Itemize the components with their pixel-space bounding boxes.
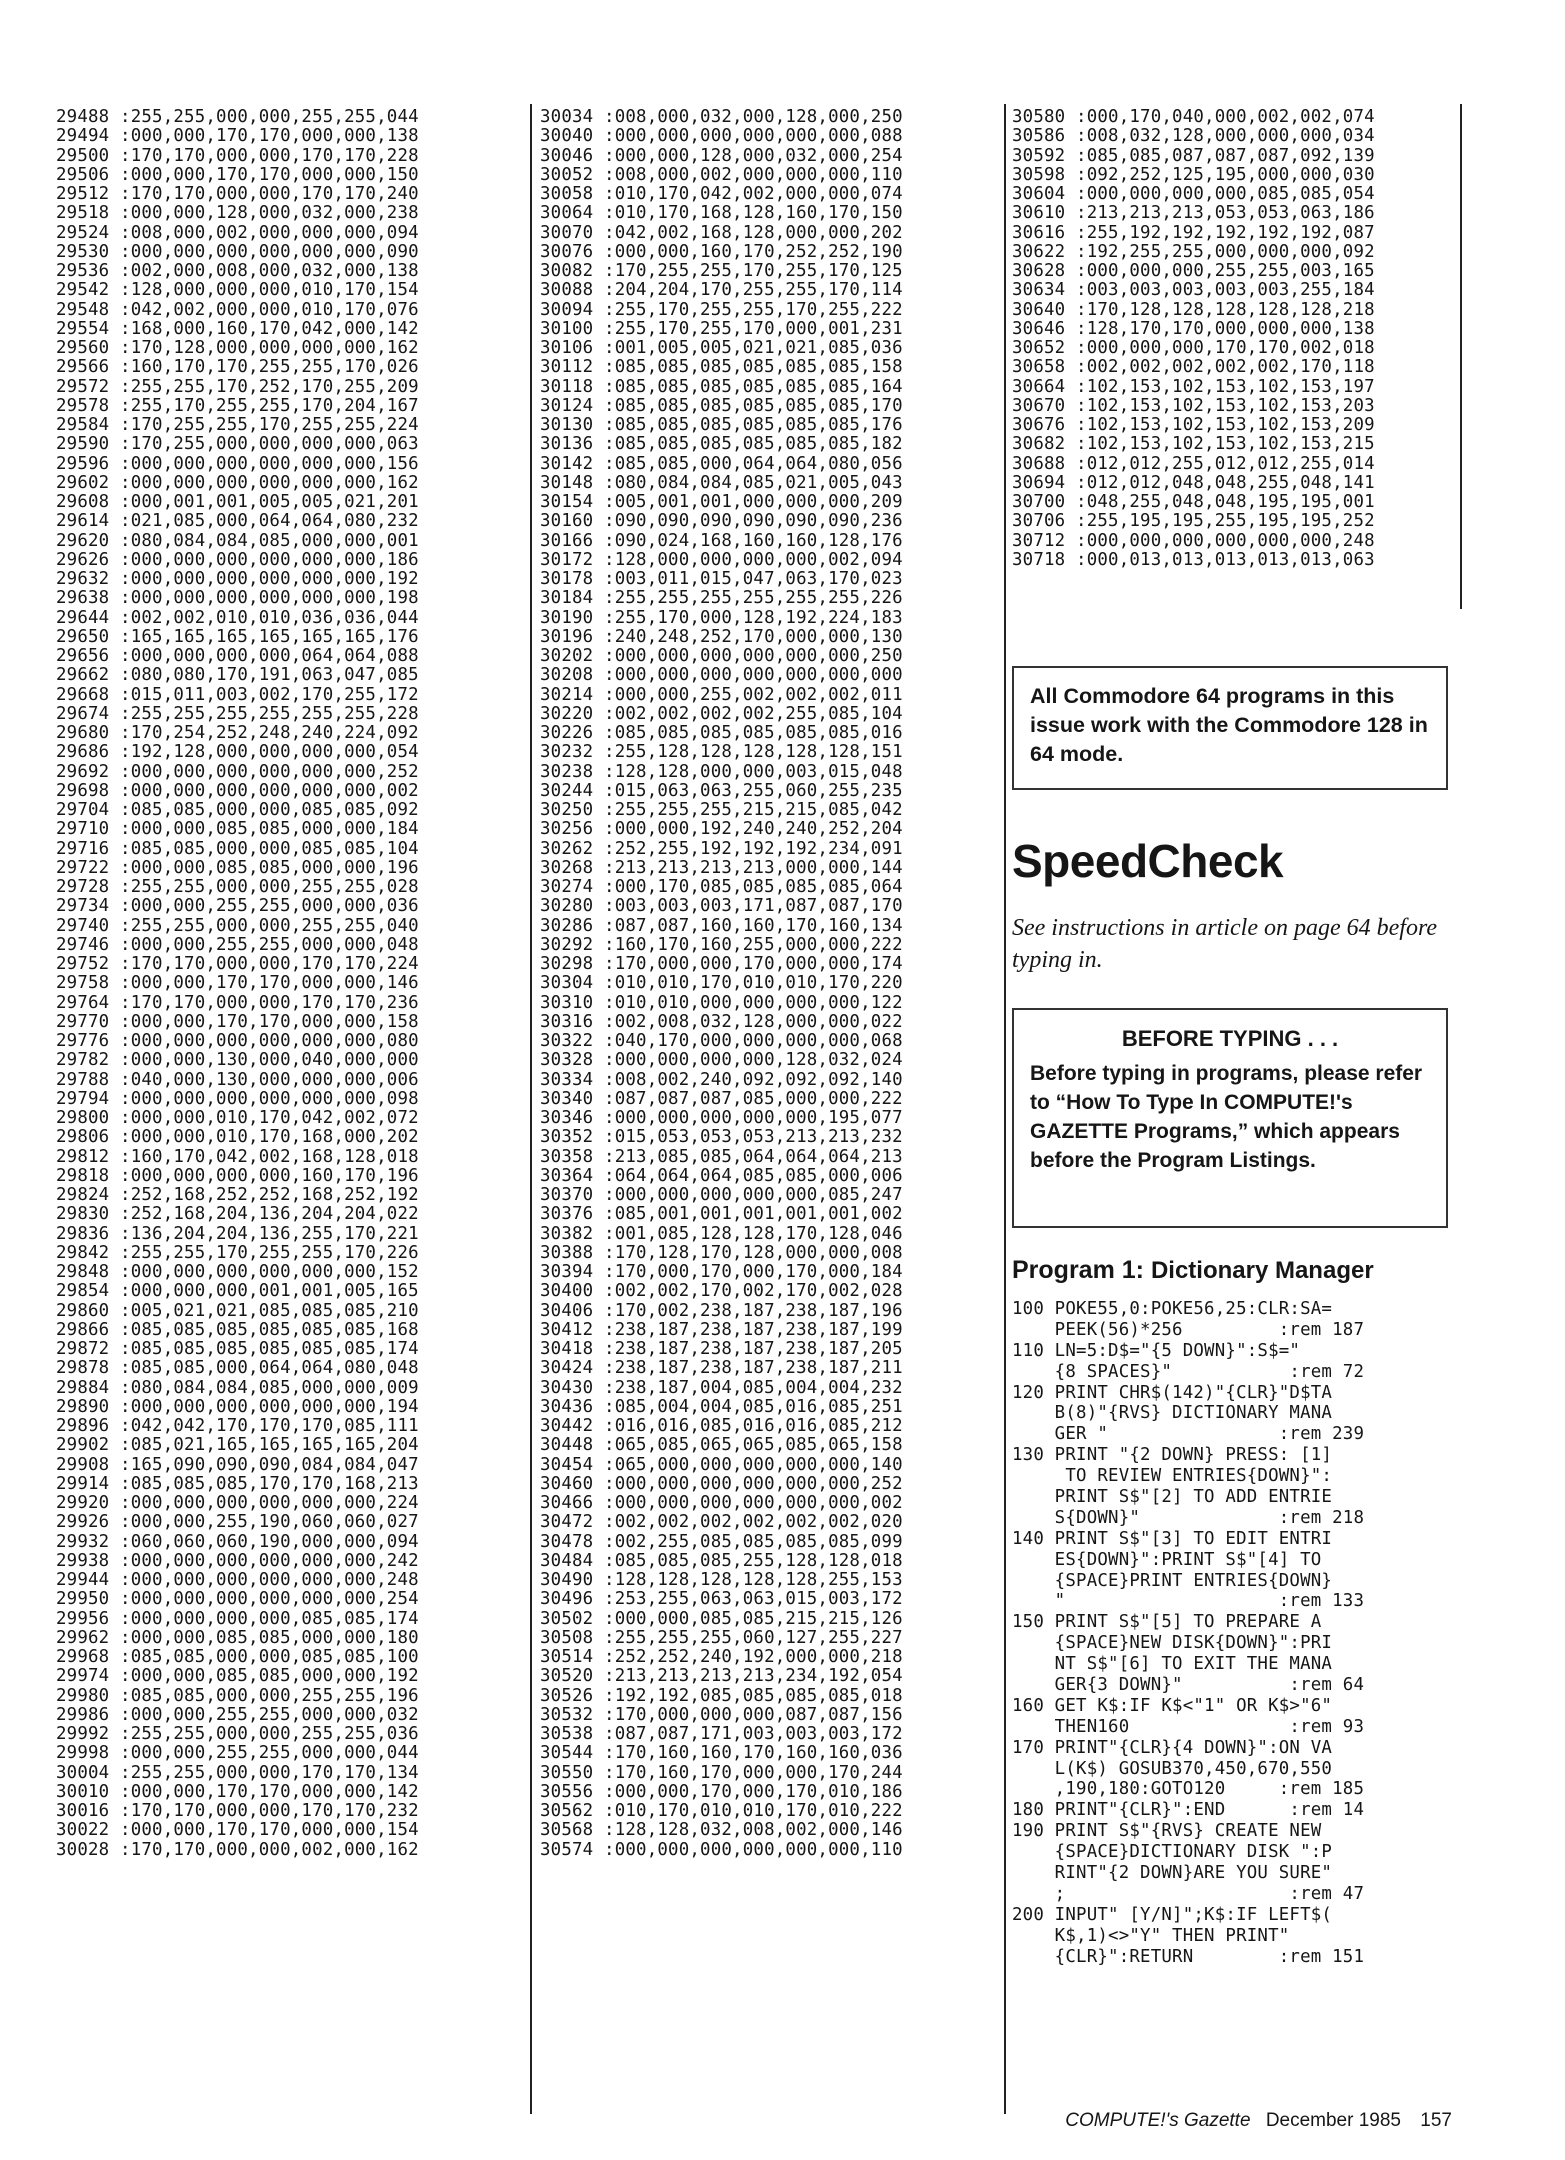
data-line: 30538 :087,087,171,003,003,003,172 [540,1724,903,1744]
data-listing-column-2 [540,108,1008,2160]
data-line: 30412 :238,187,238,187,238,187,199 [540,1319,903,1340]
data-line: 30352 :015,053,053,053,213,213,232 [540,1127,903,1148]
program-line: S{DOWN}" :rem 218 [1012,1507,1365,1528]
data-line: 30490 :128,128,128,128,128,255,153 [540,1570,903,1590]
data-line: 29794 :000,000,000,000,000,000,098 [56,1088,419,1109]
data-listing-column-1 [56,108,524,2160]
data-line: 30568 :128,128,032,008,002,000,146 [540,1820,903,1841]
data-line: 29842 :255,255,170,255,255,170,226 [56,1242,419,1263]
data-line: 30286 :087,087,160,160,170,160,134 [540,915,903,936]
data-line: 30304 :010,010,170,010,010,170,220 [540,973,903,994]
data-line: 30358 :213,085,085,064,064,064,213 [540,1146,903,1167]
data-line: 30094 :255,170,255,255,170,255,222 [540,299,903,320]
speedcheck-heading: SpeedCheck [1012,835,1284,887]
data-line: 29554 :168,000,160,170,042,000,142 [56,318,419,339]
before-typing-body: Before typing in programs, please refer to “How To Type In COMPUTE!'s GAZETTE Programs,” which appears before the Program Listings. [1030,1062,1423,1172]
data-line: 30664 :102,153,102,153,102,153,197 [1012,376,1375,397]
data-line: 29998 :000,000,255,255,000,000,044 [56,1743,419,1764]
program-line: 200 INPUT" [Y/N]";K$:IF LEFT$( [1012,1904,1333,1925]
data-line: 30298 :170,000,000,170,000,000,174 [540,954,903,974]
data-line: 30424 :238,187,238,187,238,187,211 [540,1358,903,1379]
data-line: 29968 :085,085,000,000,085,085,100 [56,1647,419,1667]
data-line: 30136 :085,085,085,085,085,085,182 [540,434,903,455]
data-line: 30016 :170,170,000,000,170,170,232 [56,1801,419,1821]
data-line: 30526 :192,192,085,085,085,085,018 [540,1685,903,1706]
program-line: 150 PRINT S$"[5] TO PREPARE A [1012,1612,1322,1633]
data-line: 30700 :048,255,048,048,195,195,001 [1012,492,1375,512]
data-line: 29686 :192,128,000,000,000,000,054 [56,742,419,763]
data-line: 30460 :000,000,000,000,000,000,252 [540,1473,903,1494]
data-line: 29992 :255,255,000,000,255,255,036 [56,1724,419,1744]
data-line: 30682 :102,153,102,153,102,153,215 [1012,434,1375,455]
data-line: 29848 :000,000,000,000,000,000,152 [56,1262,419,1282]
data-line: 30316 :002,008,032,128,000,000,022 [540,1011,903,1032]
data-line: 29812 :160,170,042,002,168,128,018 [56,1146,419,1167]
data-line: 30580 :000,170,040,000,002,002,074 [1012,107,1375,127]
data-line: 30676 :102,153,102,153,102,153,209 [1012,415,1375,435]
program-line: THEN160 :rem 93 [1012,1716,1365,1737]
data-line: 30034 :008,000,032,000,128,000,250 [540,107,903,127]
data-line: 30532 :170,000,000,000,087,087,156 [540,1704,903,1725]
data-line: 30010 :000,000,170,170,000,000,142 [56,1781,419,1802]
data-line: 30712 :000,000,000,000,000,000,248 [1012,530,1375,551]
data-line: 29920 :000,000,000,000,000,000,224 [56,1493,419,1513]
data-line: 30004 :255,255,000,000,170,170,134 [56,1762,419,1783]
data-line: 30616 :255,192,192,192,192,192,087 [1012,222,1375,243]
data-line: 29926 :000,000,255,190,060,060,027 [56,1512,419,1533]
data-line: 30178 :003,011,015,047,063,170,023 [540,569,903,589]
data-line: 29560 :170,128,000,000,000,000,162 [56,338,419,358]
data-line: 30376 :085,001,001,001,001,001,002 [540,1204,903,1225]
data-line: 29956 :000,000,000,000,085,085,174 [56,1608,419,1629]
program-line: " :rem 133 [1012,1591,1365,1612]
commodore-128-note-box [1012,666,1448,790]
data-line: 30484 :085,085,085,255,128,128,018 [540,1550,903,1571]
data-line: 29638 :000,000,000,000,000,000,198 [56,588,419,609]
data-line: 30160 :090,090,090,090,090,090,236 [540,511,903,532]
data-line: 30190 :255,170,000,128,192,224,183 [540,607,903,628]
data-line: 29614 :021,085,000,064,064,080,232 [56,511,419,532]
data-line: 30442 :016,016,085,016,016,085,212 [540,1416,903,1436]
data-line: 29668 :015,011,003,002,170,255,172 [56,684,419,705]
data-line: 30214 :000,000,255,002,002,002,011 [540,684,903,705]
data-line: 29890 :000,000,000,000,000,000,194 [56,1396,419,1417]
data-line: 29980 :085,085,000,000,255,255,196 [56,1685,419,1706]
page-footer [1012,2110,1452,2132]
program-line: K$,1)<>"Y" THEN PRINT" [1012,1925,1290,1946]
data-line: 29674 :255,255,255,255,255,255,228 [56,703,419,724]
data-line: 30106 :001,005,005,021,021,085,036 [540,338,903,358]
program-line: GER{3 DOWN}" :rem 64 [1012,1675,1365,1696]
data-line: 29986 :000,000,255,255,000,000,032 [56,1704,419,1725]
data-line: 30202 :000,000,000,000,000,000,250 [540,646,903,666]
data-line: 29806 :000,000,010,170,168,000,202 [56,1127,419,1148]
data-line: 30370 :000,000,000,000,000,085,247 [540,1185,903,1205]
data-line: 30718 :000,013,013,013,013,013,063 [1012,549,1375,570]
data-line: 29740 :255,255,000,000,255,255,040 [56,915,419,936]
data-line: 30418 :238,187,238,187,238,187,205 [540,1339,903,1359]
program-line: {SPACE}NEW DISK{DOWN}":PRI [1012,1633,1333,1654]
data-line: 30328 :000,000,000,000,128,032,024 [540,1050,903,1071]
data-line: 29914 :085,085,085,170,170,168,213 [56,1473,419,1494]
data-line: 30238 :128,128,000,000,003,015,048 [540,761,903,782]
data-line: 29494 :000,000,170,170,000,000,138 [56,126,419,147]
data-line: 30322 :040,170,000,000,000,000,068 [540,1031,903,1051]
data-line: 30514 :252,252,240,192,000,000,218 [540,1647,903,1667]
data-line: 29566 :160,170,170,255,255,170,026 [56,357,419,378]
program-line: ES{DOWN}":PRINT S$"[4] TO [1012,1549,1322,1570]
program-line: TO REVIEW ENTRIES{DOWN}": [1012,1466,1333,1487]
program-line: 190 PRINT S$"{RVS} CREATE NEW [1012,1821,1322,1842]
data-line: 29608 :000,001,001,005,005,021,201 [56,492,419,512]
program-line: 160 GET K$:IF K$<"1" OR K$>"6" [1012,1695,1333,1716]
data-listing [56,108,524,1860]
data-line: 29974 :000,000,085,085,000,000,192 [56,1666,419,1687]
data-line: 30364 :064,064,064,085,085,000,006 [540,1165,903,1186]
data-line: 30082 :170,255,255,170,255,170,125 [540,261,903,281]
publication-name: COMPUTE!'s Gazette [1065,2110,1251,2131]
data-line: 30520 :213,213,213,213,234,192,054 [540,1666,903,1687]
page-number: 157 [1420,2110,1452,2131]
program-name: Dictionary Manager [1150,1257,1374,1284]
data-line: 30670 :102,153,102,153,102,153,203 [1012,395,1375,416]
speedcheck-instructions: See instructions in article on page 64 before typing in. [1012,915,1438,973]
data-line: 30064 :010,170,168,128,160,170,150 [540,203,903,224]
data-line: 30544 :170,160,160,170,160,160,036 [540,1743,903,1764]
data-line: 30622 :192,255,255,000,000,000,092 [1012,241,1375,262]
data-line: 29878 :085,085,000,064,064,080,048 [56,1358,419,1379]
column-divider-3 [1460,104,1462,609]
data-line: 30346 :000,000,000,000,000,195,077 [540,1108,903,1128]
data-line: 30220 :002,002,002,002,255,085,104 [540,703,903,724]
data-line: 30058 :010,170,042,002,000,000,074 [540,184,903,204]
data-line: 30646 :128,170,170,000,000,000,138 [1012,318,1375,339]
program-line: 170 PRINT"{CLR}{4 DOWN}":ON VA [1012,1737,1333,1758]
program-line: {8 SPACES}" :rem 72 [1012,1361,1365,1382]
data-line: 30466 :000,000,000,000,000,000,002 [540,1493,903,1513]
data-line: 30658 :002,002,002,002,002,170,118 [1012,357,1375,378]
data-line: 29824 :252,168,252,252,168,252,192 [56,1185,419,1205]
data-line: 29620 :080,084,084,085,000,000,001 [56,530,419,551]
data-line: 30226 :085,085,085,085,085,085,016 [540,723,903,743]
data-line: 29698 :000,000,000,000,000,000,002 [56,780,419,801]
data-line: 29902 :085,021,165,165,165,165,204 [56,1435,419,1456]
data-line: 29884 :080,084,084,085,000,000,009 [56,1377,419,1398]
data-line: 29572 :255,255,170,252,170,255,209 [56,376,419,397]
data-line: 30028 :170,170,000,000,002,000,162 [56,1839,419,1860]
program-line: 130 PRINT "{2 DOWN} PRESS: [1] [1012,1445,1333,1466]
data-line: 29650 :165,165,165,165,165,165,176 [56,626,419,647]
program-line: 110 LN=5:D$="{5 DOWN}":S$=" [1012,1340,1301,1361]
data-line: 30130 :085,085,085,085,085,085,176 [540,415,903,435]
data-line: 30022 :000,000,170,170,000,000,154 [56,1820,419,1841]
data-line: 29836 :136,204,204,136,255,170,221 [56,1223,419,1244]
data-line: 30292 :160,170,160,255,000,000,222 [540,934,903,955]
data-line: 30118 :085,085,085,085,085,085,164 [540,376,903,397]
program-line: 140 PRINT S$"[3] TO EDIT ENTRI [1012,1528,1333,1549]
data-line: 30154 :005,001,001,000,000,000,209 [540,492,903,512]
data-line: 30448 :065,085,065,065,085,065,158 [540,1435,903,1456]
program-line: {SPACE}DICTIONARY DISK ":P [1012,1842,1333,1863]
data-line: 29758 :000,000,170,170,000,000,146 [56,973,419,994]
program-listing [1012,1300,1452,1969]
data-line: 29908 :165,090,090,090,084,084,047 [56,1454,419,1475]
data-line: 29734 :000,000,255,255,000,000,036 [56,896,419,917]
data-line: 30694 :012,012,048,048,255,048,141 [1012,472,1375,493]
data-line: 29896 :042,042,170,170,170,085,111 [56,1416,419,1436]
data-line: 29626 :000,000,000,000,000,000,186 [56,549,419,570]
data-line: 30334 :008,002,240,092,092,092,140 [540,1069,903,1090]
data-line: 30196 :240,248,252,170,000,000,130 [540,626,903,647]
program-line: {SPACE}PRINT ENTRIES{DOWN} [1012,1570,1333,1591]
data-line: 30604 :000,000,000,000,085,085,054 [1012,184,1375,204]
data-line: 30250 :255,255,255,215,215,085,042 [540,800,903,820]
data-line: 29500 :170,170,000,000,170,170,228 [56,145,419,166]
data-line: 30052 :008,000,002,000,000,000,110 [540,164,903,185]
data-line: 30640 :170,128,128,128,128,128,218 [1012,299,1375,320]
column-divider-1 [530,104,532,2114]
data-line: 29722 :000,000,085,085,000,000,196 [56,857,419,878]
data-line: 29770 :000,000,170,170,000,000,158 [56,1011,419,1032]
data-line: 29704 :085,085,000,000,085,085,092 [56,800,419,820]
data-line: 30310 :010,010,000,000,000,000,122 [540,992,903,1013]
data-line: 29530 :000,000,000,000,000,000,090 [56,241,419,262]
data-line: 29854 :000,000,000,001,001,005,165 [56,1281,419,1302]
data-line: 30550 :170,160,170,000,000,170,244 [540,1762,903,1783]
data-line: 30598 :092,252,125,195,000,000,030 [1012,164,1375,185]
data-line: 30688 :012,012,255,012,012,255,014 [1012,453,1375,474]
data-line: 30436 :085,004,004,085,016,085,251 [540,1396,903,1417]
data-line: 30256 :000,000,192,240,240,252,204 [540,819,903,840]
data-line: 29518 :000,000,128,000,032,000,238 [56,203,419,224]
data-line: 30634 :003,003,003,003,003,255,184 [1012,280,1375,301]
data-line: 29536 :002,000,008,000,032,000,138 [56,261,419,281]
data-line: 29746 :000,000,255,255,000,000,048 [56,934,419,955]
program-label: Program 1: [1012,1256,1144,1284]
data-line: 30208 :000,000,000,000,000,000,000 [540,665,903,686]
data-line: 30274 :000,170,085,085,085,085,064 [540,877,903,897]
data-line: 29752 :170,170,000,000,170,170,224 [56,954,419,974]
program-line: GER " :rem 239 [1012,1424,1365,1445]
data-line: 29680 :170,254,252,248,240,224,092 [56,723,419,743]
data-line: 30628 :000,000,000,255,255,003,165 [1012,261,1375,281]
data-line: 29632 :000,000,000,000,000,000,192 [56,569,419,589]
data-line: 30112 :085,085,085,085,085,085,158 [540,357,903,378]
data-line: 29584 :170,255,255,170,255,255,224 [56,415,419,435]
data-line: 29872 :085,085,085,085,085,085,174 [56,1339,419,1359]
data-line: 29512 :170,170,000,000,170,170,240 [56,184,419,204]
data-line: 29692 :000,000,000,000,000,000,252 [56,761,419,782]
data-line: 30268 :213,213,213,213,000,000,144 [540,857,903,878]
data-line: 30076 :000,000,160,170,252,252,190 [540,241,903,262]
data-line: 30430 :238,187,004,085,004,004,232 [540,1377,903,1398]
program-line: PRINT S$"[2] TO ADD ENTRIE [1012,1487,1333,1508]
data-line: 30502 :000,000,085,085,215,215,126 [540,1608,903,1629]
data-line: 30574 :000,000,000,000,000,000,110 [540,1839,903,1860]
data-line: 29938 :000,000,000,000,000,000,242 [56,1550,419,1571]
data-line: 30454 :065,000,000,000,000,000,140 [540,1454,903,1475]
commodore-note-text: All Commodore 64 programs in this issue work with the Commodore 128 in 64 mode. [1030,684,1428,766]
data-line: 29950 :000,000,000,000,000,000,254 [56,1589,419,1610]
before-typing-heading: BEFORE TYPING . . . [1121,1026,1339,1051]
data-line: 30562 :010,170,010,010,170,010,222 [540,1801,903,1821]
data-line: 30262 :252,255,192,192,192,234,091 [540,838,903,859]
data-line: 30496 :253,255,063,063,015,003,172 [540,1589,903,1610]
data-line: 30280 :003,003,003,171,087,087,170 [540,896,903,917]
data-line: 29656 :000,000,000,000,064,064,088 [56,646,419,666]
data-line: 30592 :085,085,087,087,087,092,139 [1012,145,1375,166]
data-line: 29830 :252,168,204,136,204,204,022 [56,1204,419,1225]
data-line: 30706 :255,195,195,255,195,195,252 [1012,511,1375,532]
data-line: 29962 :000,000,085,085,000,000,180 [56,1627,419,1648]
data-line: 30340 :087,087,087,085,000,000,222 [540,1088,903,1109]
data-line: 29818 :000,000,000,000,160,170,196 [56,1165,419,1186]
data-line: 30088 :204,204,170,255,255,170,114 [540,280,903,301]
data-line: 30472 :002,002,002,002,002,002,020 [540,1512,903,1533]
data-line: 30586 :008,032,128,000,000,000,034 [1012,126,1375,147]
data-line: 30382 :001,085,128,128,170,128,046 [540,1223,903,1244]
data-line: 30184 :255,255,255,255,255,255,226 [540,588,903,609]
program-line: 120 PRINT CHR$(142)"{CLR}"D$TA [1012,1382,1333,1403]
data-line: 30388 :170,128,170,128,000,000,008 [540,1242,903,1263]
data-line: 29488 :255,255,000,000,255,255,044 [56,107,419,127]
data-line: 29728 :255,255,000,000,255,255,028 [56,877,419,897]
program-line: ; :rem 47 [1012,1883,1365,1904]
data-line: 29716 :085,085,000,000,085,085,104 [56,838,419,859]
data-line: 30508 :255,255,255,060,127,255,227 [540,1627,903,1648]
program-line: {CLR}":RETURN :rem 151 [1012,1946,1365,1967]
data-line: 29800 :000,000,010,170,042,002,072 [56,1108,419,1128]
data-line: 30166 :090,024,168,160,160,128,176 [540,530,903,551]
data-line: 30478 :002,255,085,085,085,085,099 [540,1531,903,1552]
data-line: 30556 :000,000,170,000,170,010,186 [540,1781,903,1802]
data-line: 30610 :213,213,213,053,053,063,186 [1012,203,1375,224]
data-line: 30148 :080,084,084,085,021,005,043 [540,472,903,493]
data-line: 29764 :170,170,000,000,170,170,236 [56,992,419,1013]
program-line: L(K$) GOSUB370,450,670,550 [1012,1758,1333,1779]
data-line: 29782 :000,000,130,000,040,000,000 [56,1050,419,1071]
program-title [1012,1256,1374,1285]
data-line: 30244 :015,063,063,255,060,255,235 [540,780,903,801]
data-line: 29776 :000,000,000,000,000,000,080 [56,1031,419,1051]
program-line: RINT"{2 DOWN}ARE YOU SURE" [1012,1863,1333,1884]
data-line: 29602 :000,000,000,000,000,000,162 [56,472,419,493]
data-line: 30400 :002,002,170,002,170,002,028 [540,1281,903,1302]
data-line: 29860 :005,021,021,085,085,085,210 [56,1300,419,1321]
data-line: 30172 :128,000,000,000,000,002,094 [540,549,903,570]
data-line: 29644 :002,002,010,010,036,036,044 [56,607,419,628]
data-line: 30040 :000,000,000,000,000,000,088 [540,126,903,147]
data-line: 30124 :085,085,085,085,085,085,170 [540,395,903,416]
data-listing [540,108,1008,1860]
data-line: 30406 :170,002,238,187,238,187,196 [540,1300,903,1321]
data-line: 30100 :255,170,255,170,000,001,231 [540,318,903,339]
data-listing [1012,108,1452,570]
data-line: 30652 :000,000,000,170,170,002,018 [1012,338,1375,358]
program-line: ,190,180:GOTO120 :rem 185 [1012,1779,1365,1800]
program-line: PEEK(56)*256 :rem 187 [1012,1319,1365,1340]
before-typing-box [1012,1008,1448,1228]
data-line: 29590 :170,255,000,000,000,000,063 [56,434,419,455]
data-line: 30394 :170,000,170,000,170,000,184 [540,1262,903,1282]
program-line: 180 PRINT"{CLR}":END :rem 14 [1012,1800,1365,1821]
data-line: 30142 :085,085,000,064,064,080,056 [540,453,903,474]
program-line: 100 POKE55,0:POKE56,25:CLR:SA= [1012,1299,1333,1319]
data-line: 29548 :042,002,000,000,010,170,076 [56,299,419,320]
data-line: 29662 :080,080,170,191,063,047,085 [56,665,419,686]
data-line: 29524 :008,000,002,000,000,000,094 [56,222,419,243]
data-line: 30070 :042,002,168,128,000,000,202 [540,222,903,243]
data-line: 29596 :000,000,000,000,000,000,156 [56,453,419,474]
data-line: 30232 :255,128,128,128,128,128,151 [540,742,903,763]
data-line: 29506 :000,000,170,170,000,000,150 [56,164,419,185]
data-line: 29710 :000,000,085,085,000,000,184 [56,819,419,840]
data-line: 29944 :000,000,000,000,000,000,248 [56,1570,419,1590]
data-line: 29578 :255,170,255,255,170,204,167 [56,395,419,416]
issue-date: December 1985 [1265,2110,1402,2131]
data-line: 29788 :040,000,130,000,000,000,006 [56,1069,419,1090]
data-line: 29866 :085,085,085,085,085,085,168 [56,1319,419,1340]
data-line: 29542 :128,000,000,000,010,170,154 [56,280,419,301]
program-line: NT S$"[6] TO EXIT THE MANA [1012,1654,1333,1675]
program-line: B(8)"{RVS} DICTIONARY MANA [1012,1403,1333,1424]
data-line: 30046 :000,000,128,000,032,000,254 [540,145,903,166]
data-line: 29932 :060,060,060,190,000,000,094 [56,1531,419,1552]
